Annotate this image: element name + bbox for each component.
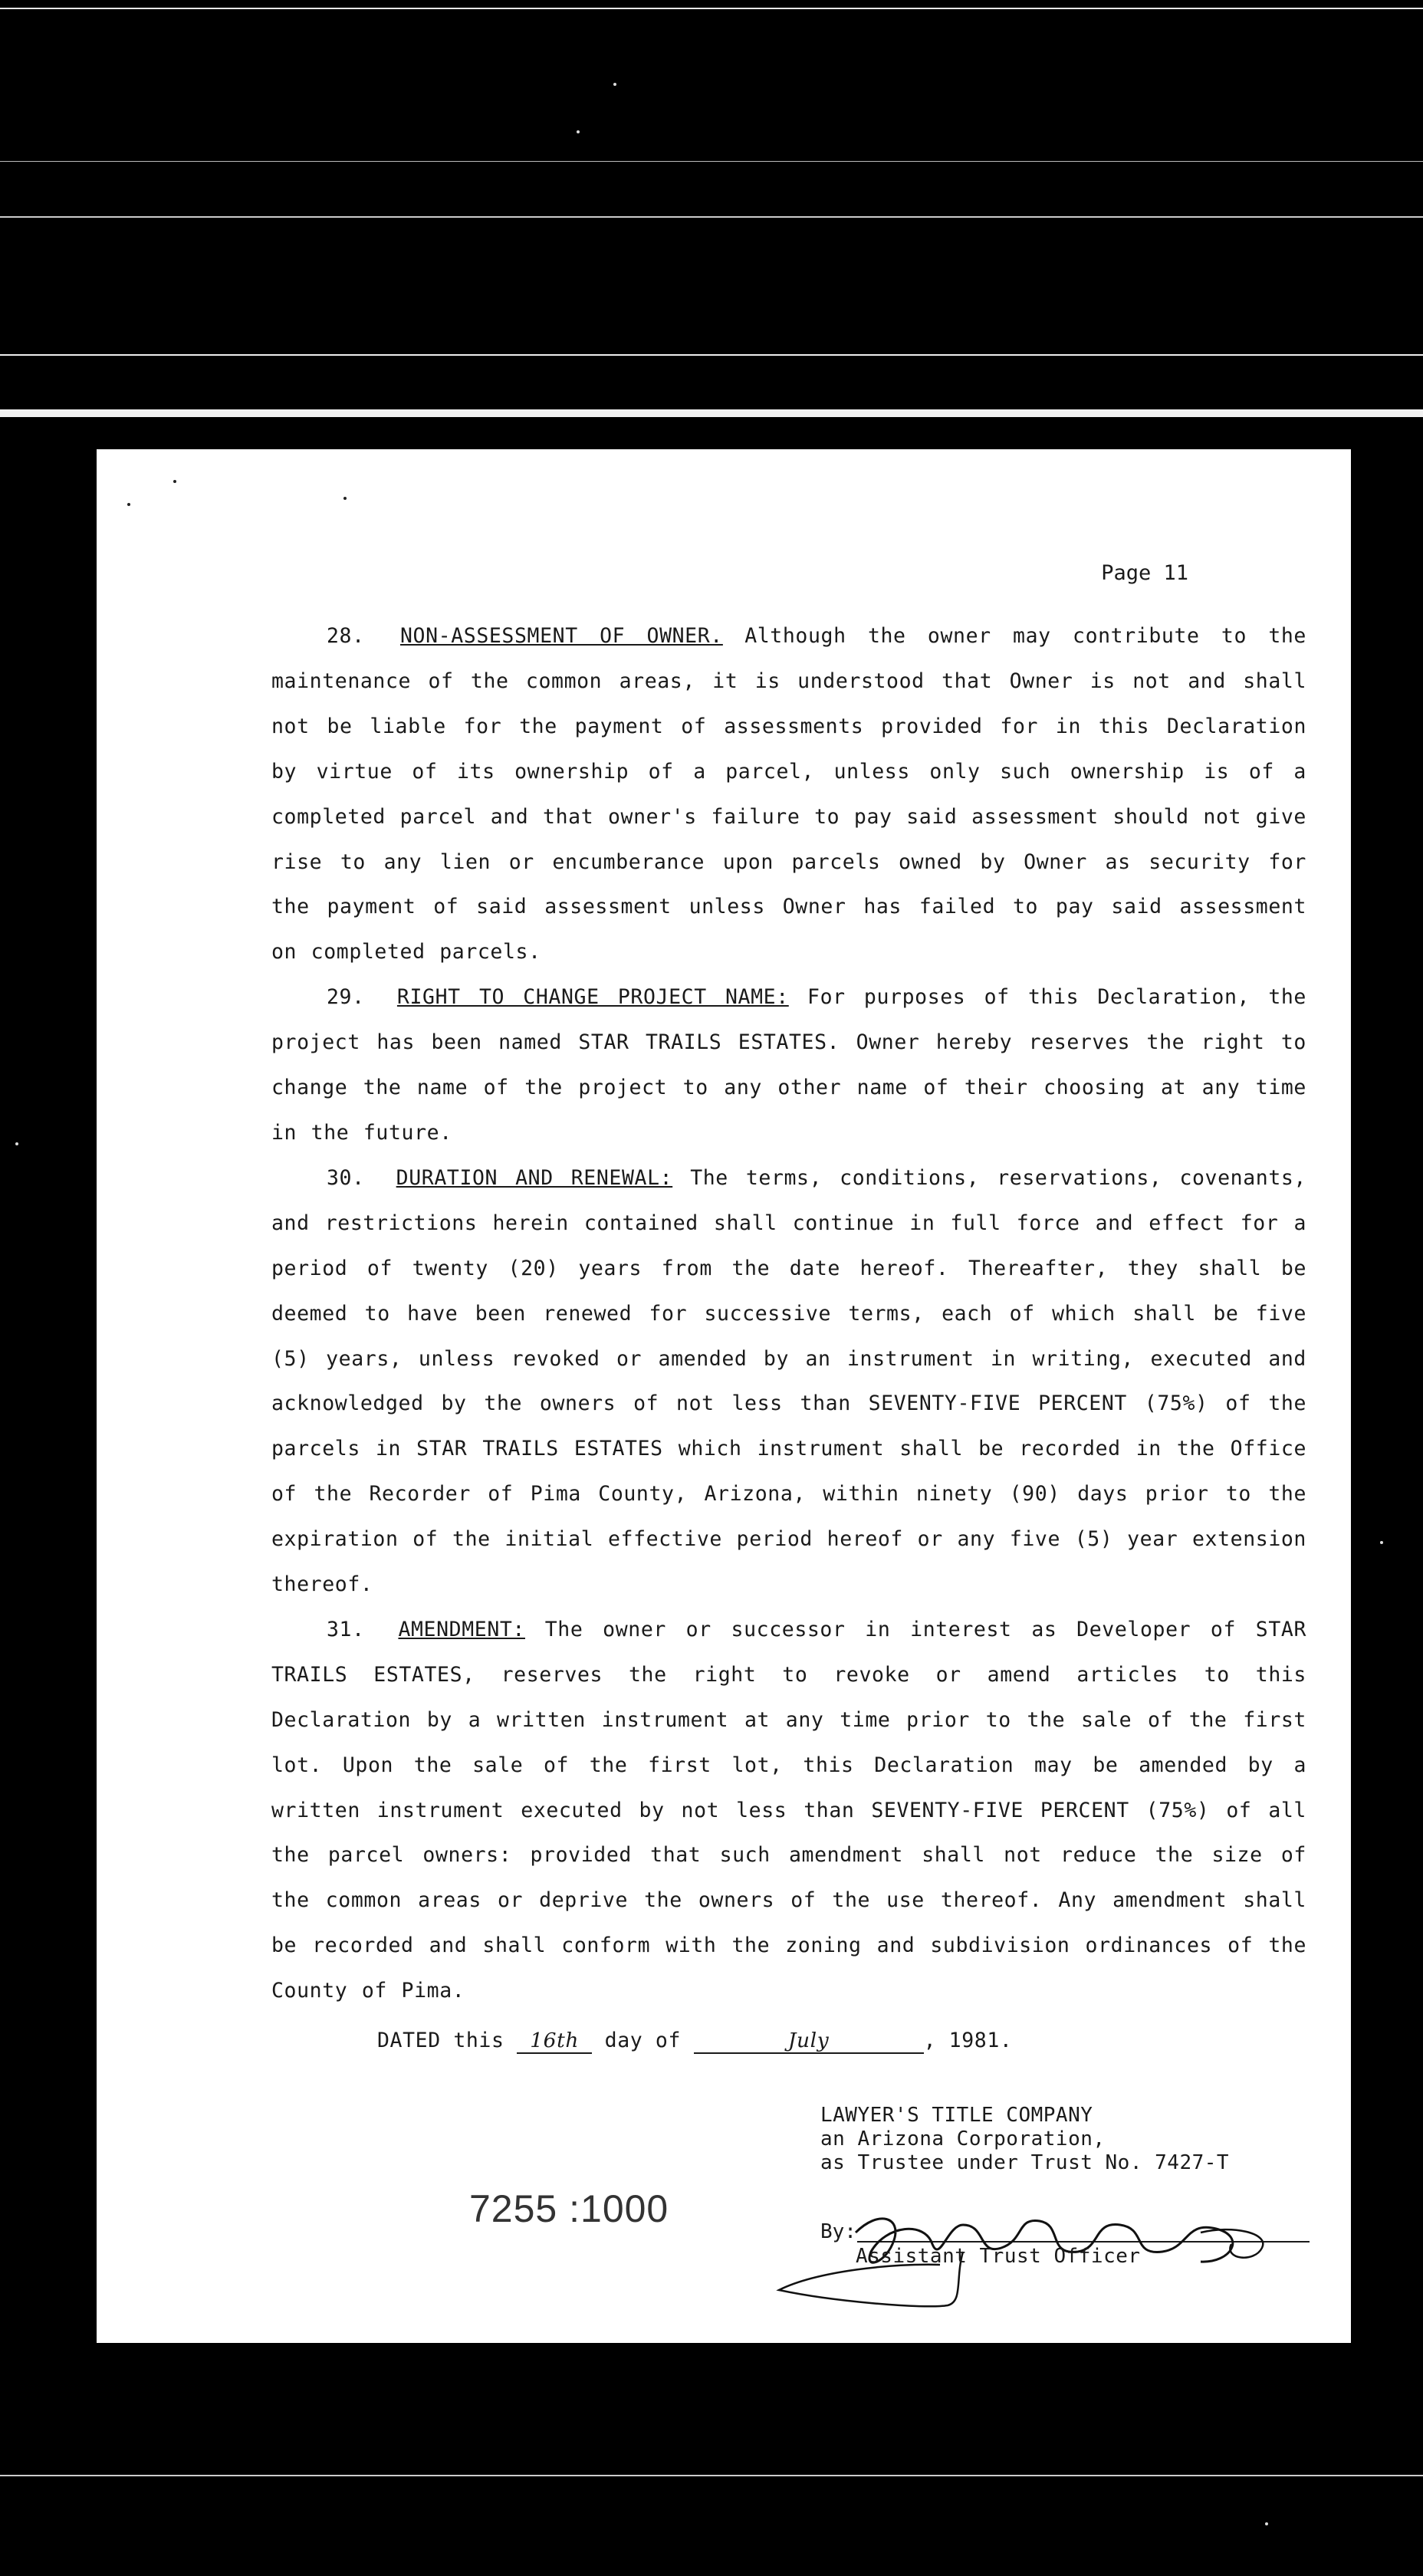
scan-artifact-line: [0, 8, 1423, 9]
paragraph-29: [271, 975, 1306, 1156]
recording-stamp: 7255 :1000: [469, 2187, 669, 2230]
scan-artifact-speck: [127, 503, 130, 506]
paragraph-number: 29.: [327, 985, 365, 1010]
scan-artifact-line: [0, 2475, 1423, 2476]
paragraph-text: The terms, conditions, reservations, covenants, and restrictions herein contained shall continue in full force and effect for a period of twenty (20) years from the date hereof. Thereafter, they shall be deemed to have been renewed for successive terms, each of which shall be five (5) years, unless revoked or amended by an instrument in writing, executed and acknowledged by the owners of not less than SEVENTY-FIVE PERCENT (75%) of the parcels in STAR TRAILS ESTATES which instrument shall be recorded in the Office of the Recorder of Pima County, Arizona, within ninety (90) days prior to the expiration of the initial effective period hereof or any five (5) year extension thereof.: [271, 1165, 1306, 1597]
scan-artifact-line: [0, 354, 1423, 356]
paragraph-30: [271, 1156, 1306, 1608]
signatory-title: Assistant Trust Officer: [856, 2245, 1141, 2268]
company-description: an Arizona Corporation,: [820, 2128, 1106, 2150]
scan-artifact-speck: [613, 83, 616, 86]
scan-artifact-speck: [343, 497, 347, 500]
paragraph-31: [271, 1608, 1306, 2014]
paragraph-heading: RIGHT TO CHANGE PROJECT NAME:: [396, 985, 789, 1010]
handwritten-month: July: [694, 2029, 924, 2054]
handwritten-day: 16th: [517, 2029, 592, 2054]
document-body: [271, 614, 1306, 2014]
scan-artifact-speck: [15, 1142, 18, 1145]
signatory-block: [820, 2104, 1229, 2175]
trust-line: as Trustee under Trust No. 7427-T: [820, 2151, 1230, 2174]
scan-artifact-speck: [173, 480, 176, 483]
paragraph-number: 31.: [327, 1617, 365, 1641]
scan-artifact-line: [0, 409, 1423, 417]
paragraph-number: 30.: [327, 1165, 365, 1190]
dated-suffix: , 1981.: [923, 2029, 1013, 2052]
paragraph-heading: AMENDMENT:: [398, 1617, 525, 1641]
scan-artifact-speck: [577, 130, 580, 133]
paragraph-heading: NON-ASSESSMENT OF OWNER.: [400, 624, 723, 648]
paragraph-heading: DURATION AND RENEWAL:: [396, 1165, 673, 1190]
by-label: By:: [820, 2220, 856, 2243]
paragraph-text: The owner or successor in interest as Developer of STAR TRAILS ESTATES, reserves the right to revoke or amend articles to this Declaration by a written instrument at any time prior to the sale of the first lot. Upon the sale of the first lot, this Declaration may be amended by a written instrument executed by not less than SEVENTY-FIVE PERCENT (75%) of all the parcel owners: provided that such amendment shall not reduce the size of the common areas or deprive the owners of the use thereof. Any amendment shall be recorded and shall conform with the zoning and subdivision ordinances of the County of Pima.: [271, 1617, 1307, 2003]
dated-prefix: DATED this: [377, 2029, 504, 2052]
paragraph-number: 28.: [327, 624, 365, 648]
dated-middle: day of: [604, 2029, 681, 2052]
paragraph-text: For purposes of this Declaration, the project has been named STAR TRAILS ESTATES. Owner hereby reserves the right to change the name of the project to any other name of their choosing at any time in the future.: [271, 985, 1306, 1145]
handwritten-signature: [771, 2179, 1339, 2309]
scan-artifact-speck: [1380, 1541, 1383, 1544]
scan-artifact-line: [0, 216, 1423, 218]
scan-artifact-line: [0, 161, 1423, 162]
page-number: Page 11: [1101, 561, 1188, 585]
dated-line: [377, 2029, 1012, 2054]
company-name: LAWYER'S TITLE COMPANY: [820, 2104, 1093, 2127]
scan-artifact-speck: [1265, 2522, 1268, 2525]
paragraph-text: Although the owner may contribute to the maintenance of the common areas, it is understood that Owner is not and shall not be liable for the payment of assessments provided for in this Declaration by virtue of its ownership of a parcel, unless only such ownership is of a completed parcel and that owner's failure to pay said assessment should not give rise to any lien or encumberance upon parcels owned by Owner as security for the payment of said assessment unless Owner has failed to pay said assessment on completed parcels.: [271, 624, 1306, 964]
paragraph-28: [271, 614, 1306, 975]
document-page: [97, 449, 1351, 2343]
